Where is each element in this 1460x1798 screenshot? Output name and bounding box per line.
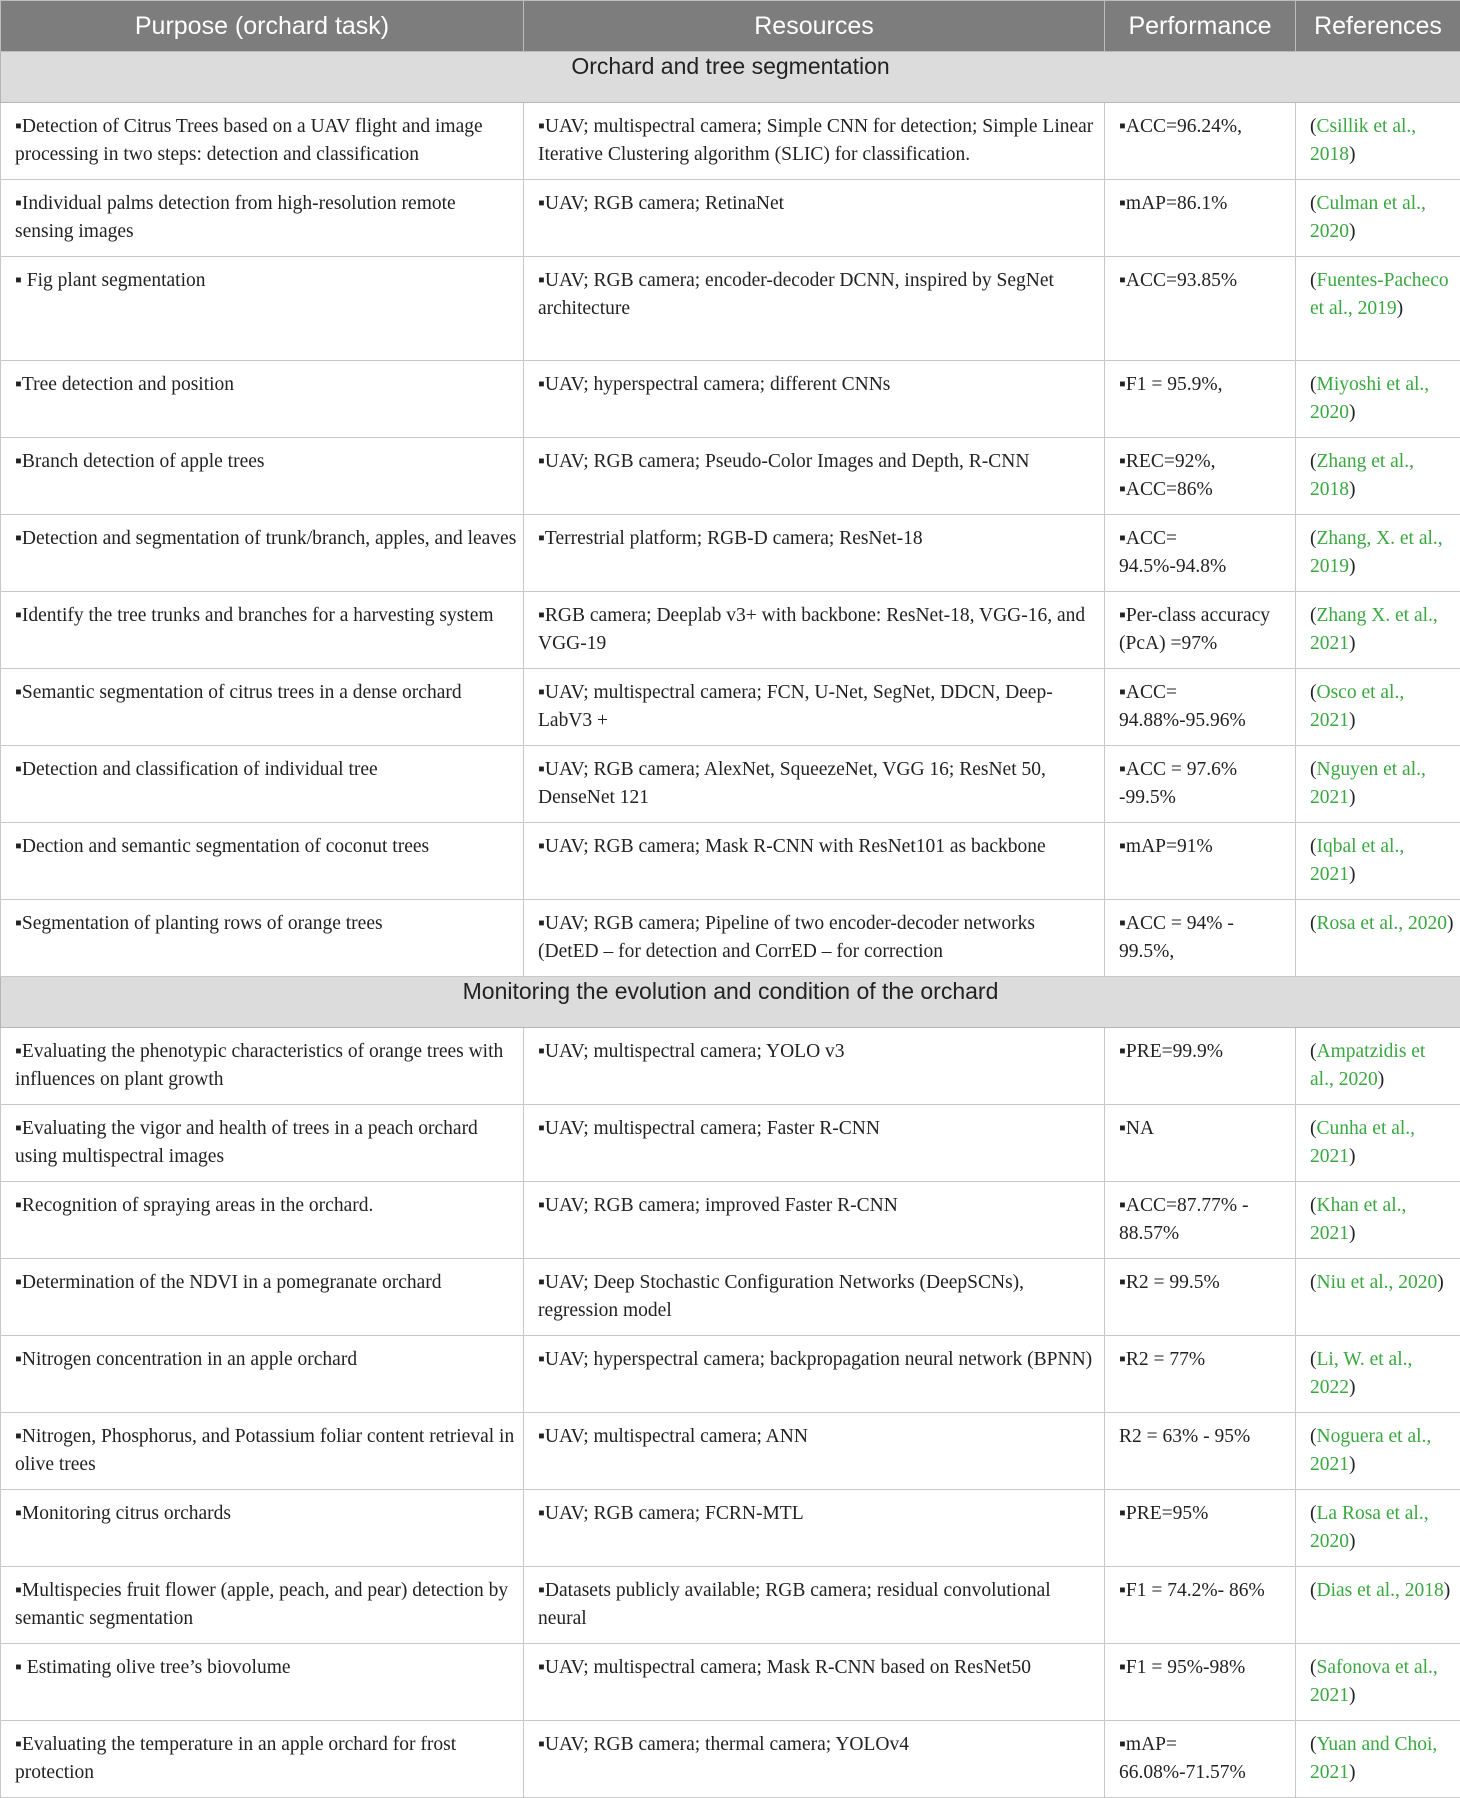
- ref-close: ): [1437, 1272, 1444, 1293]
- reference-link[interactable]: Zhang et al., 2018: [1310, 451, 1414, 500]
- ref-open: (: [1310, 682, 1317, 703]
- ref-close: ): [1349, 787, 1356, 808]
- resources-cell: ▪UAV; RGB camera; Mask R-CNN with ResNet101 as backbone: [524, 823, 1105, 900]
- ref-close: ): [1444, 1580, 1451, 1601]
- purpose-cell: ▪Individual palms detection from high-resolution remote sensing images: [1, 180, 524, 257]
- purpose-cell: ▪Detection and segmentation of trunk/branch, apples, and leaves: [1, 515, 524, 592]
- reference-cell: [1296, 746, 1460, 823]
- table-row: [1, 592, 1460, 669]
- performance-cell: ▪R2 = 99.5%: [1105, 1259, 1296, 1336]
- reference-cell: [1296, 103, 1460, 180]
- resources-cell: ▪UAV; RGB camera; RetinaNet: [524, 180, 1105, 257]
- reference-cell: [1296, 823, 1460, 900]
- section-title: Orchard and tree segmentation: [1, 52, 1460, 103]
- purpose-cell: ▪Dection and semantic segmentation of coconut trees: [1, 823, 524, 900]
- reference-cell: [1296, 1028, 1460, 1105]
- ref-close: ): [1349, 556, 1356, 577]
- ref-open: (: [1310, 451, 1317, 472]
- reference-link[interactable]: Osco et al., 2021: [1310, 682, 1404, 731]
- section-header-row: [1, 52, 1460, 103]
- performance-cell: ▪NA: [1105, 1105, 1296, 1182]
- purpose-cell: ▪Detection and classification of individual tree: [1, 746, 524, 823]
- resources-cell: ▪UAV; multispectral camera; Simple CNN for detection; Simple Linear Iterative Clustering algorithm (SLIC) for classification.: [524, 103, 1105, 180]
- performance-cell: ▪Per-class accuracy (PcA) =97%: [1105, 592, 1296, 669]
- reference-link[interactable]: Zhang, X. et al., 2019: [1310, 528, 1443, 577]
- ref-close: ): [1349, 710, 1356, 731]
- performance-cell: ▪PRE=99.9%: [1105, 1028, 1296, 1105]
- table-row: [1, 1028, 1460, 1105]
- resources-cell: ▪Terrestrial platform; RGB-D camera; ResNet-18: [524, 515, 1105, 592]
- performance-cell: ▪ACC= 94.88%-95.96%: [1105, 669, 1296, 746]
- ref-open: (: [1310, 116, 1317, 137]
- purpose-cell: ▪Nitrogen concentration in an apple orchard: [1, 1336, 524, 1413]
- header-row: [1, 1, 1460, 52]
- ref-open: (: [1310, 1734, 1317, 1755]
- purpose-cell: ▪Identify the tree trunks and branches for a harvesting system: [1, 592, 524, 669]
- performance-cell: ▪REC=92%, ▪ACC=86%: [1105, 438, 1296, 515]
- reference-link[interactable]: Li, W. et al., 2022: [1310, 1349, 1412, 1398]
- ref-open: (: [1310, 759, 1317, 780]
- resources-cell: ▪UAV; RGB camera; thermal camera; YOLOv4: [524, 1721, 1105, 1798]
- resources-cell: ▪RGB camera; Deeplab v3+ with backbone: ResNet-18, VGG-16, and VGG-19: [524, 592, 1105, 669]
- reference-link[interactable]: Cunha et al., 2021: [1310, 1118, 1415, 1167]
- purpose-cell: ▪Nitrogen, Phosphorus, and Potassium foliar content retrieval in olive trees: [1, 1413, 524, 1490]
- performance-cell: ▪F1 = 74.2%- 86%: [1105, 1567, 1296, 1644]
- header-purpose: Purpose (orchard task): [1, 1, 524, 52]
- purpose-cell: ▪Recognition of spraying areas in the orchard.: [1, 1182, 524, 1259]
- resources-cell: ▪UAV; hyperspectral camera; backpropagation neural network (BPNN): [524, 1336, 1105, 1413]
- reference-cell: [1296, 900, 1460, 977]
- performance-cell: ▪ACC=87.77% - 88.57%: [1105, 1182, 1296, 1259]
- table-row: [1, 1567, 1460, 1644]
- ref-open: (: [1310, 1041, 1317, 1062]
- resources-cell: ▪UAV; RGB camera; improved Faster R-CNN: [524, 1182, 1105, 1259]
- purpose-cell: ▪Monitoring citrus orchards: [1, 1490, 524, 1567]
- reference-cell: [1296, 1490, 1460, 1567]
- resources-cell: ▪UAV; RGB camera; FCRN-MTL: [524, 1490, 1105, 1567]
- section-header-row: [1, 977, 1460, 1028]
- ref-open: (: [1310, 1503, 1317, 1524]
- purpose-cell: ▪ Estimating olive tree’s biovolume: [1, 1644, 524, 1721]
- table-row: [1, 1413, 1460, 1490]
- reference-link[interactable]: Dias et al., 2018: [1317, 1580, 1444, 1601]
- ref-close: ): [1349, 402, 1356, 423]
- reference-cell: [1296, 515, 1460, 592]
- performance-cell: ▪F1 = 95%-98%: [1105, 1644, 1296, 1721]
- purpose-cell: ▪Evaluating the vigor and health of trees in a peach orchard using multispectral images: [1, 1105, 524, 1182]
- header-performance: Performance: [1105, 1, 1296, 52]
- reference-cell: [1296, 669, 1460, 746]
- section-title: Monitoring the evolution and condition of the orchard: [1, 977, 1460, 1028]
- performance-cell: ▪PRE=95%: [1105, 1490, 1296, 1567]
- table-row: [1, 1721, 1460, 1798]
- reference-link[interactable]: Miyoshi et al., 2020: [1310, 374, 1429, 423]
- reference-link[interactable]: Zhang X. et al., 2021: [1310, 605, 1438, 654]
- ref-open: (: [1310, 913, 1317, 934]
- ref-close: ): [1349, 1146, 1356, 1167]
- reference-link[interactable]: Csillik et al., 2018: [1310, 116, 1416, 165]
- ref-close: ): [1378, 1069, 1385, 1090]
- reference-link[interactable]: Rosa et al., 2020: [1317, 913, 1448, 934]
- performance-cell: ▪ACC = 97.6% -99.5%: [1105, 746, 1296, 823]
- table-row: [1, 1182, 1460, 1259]
- table-row: [1, 669, 1460, 746]
- performance-cell: ▪R2 = 77%: [1105, 1336, 1296, 1413]
- ref-open: (: [1310, 1580, 1317, 1601]
- ref-close: ): [1397, 298, 1404, 319]
- reference-link[interactable]: Khan et al., 2021: [1310, 1195, 1406, 1244]
- reference-cell: [1296, 1721, 1460, 1798]
- reference-link[interactable]: Nguyen et al., 2021: [1310, 759, 1426, 808]
- reference-link[interactable]: Noguera et al., 2021: [1310, 1426, 1431, 1475]
- ref-open: (: [1310, 1349, 1317, 1370]
- ref-open: (: [1310, 1118, 1317, 1139]
- ref-close: ): [1349, 1762, 1356, 1783]
- performance-cell: R2 = 63% - 95%: [1105, 1413, 1296, 1490]
- ref-close: ): [1447, 913, 1454, 934]
- table-row: [1, 823, 1460, 900]
- table-row: [1, 361, 1460, 438]
- reference-link[interactable]: Niu et al., 2020: [1317, 1272, 1438, 1293]
- table-row: [1, 103, 1460, 180]
- ref-open: (: [1310, 836, 1317, 857]
- ref-open: (: [1310, 1195, 1317, 1216]
- reference-cell: [1296, 592, 1460, 669]
- ref-close: ): [1349, 144, 1356, 165]
- purpose-cell: ▪Evaluating the phenotypic characteristics of orange trees with influences on plant growth: [1, 1028, 524, 1105]
- reference-cell: [1296, 361, 1460, 438]
- resources-cell: ▪UAV; RGB camera; Pipeline of two encoder-decoder networks (DetED – for detection and CorrED – for correction: [524, 900, 1105, 977]
- ref-open: (: [1310, 1657, 1317, 1678]
- performance-cell: ▪ACC=96.24%,: [1105, 103, 1296, 180]
- performance-cell: ▪ACC= 94.5%-94.8%: [1105, 515, 1296, 592]
- reference-link[interactable]: Yuan and Choi, 2021: [1310, 1734, 1437, 1783]
- reference-cell: [1296, 1336, 1460, 1413]
- reference-cell: [1296, 438, 1460, 515]
- ref-open: (: [1310, 1272, 1317, 1293]
- table-row: [1, 900, 1460, 977]
- reference-link[interactable]: Culman et al., 2020: [1310, 193, 1426, 242]
- reference-link[interactable]: La Rosa et al., 2020: [1310, 1503, 1429, 1552]
- purpose-cell: ▪Multispecies fruit flower (apple, peach, and pear) detection by semantic segmentation: [1, 1567, 524, 1644]
- ref-open: (: [1310, 1426, 1317, 1447]
- table-row: [1, 1644, 1460, 1721]
- ref-close: ): [1349, 1454, 1356, 1475]
- resources-cell: ▪UAV; multispectral camera; ANN: [524, 1413, 1105, 1490]
- ref-close: ): [1349, 221, 1356, 242]
- resources-cell: ▪UAV; multispectral camera; FCN, U-Net, SegNet, DDCN, Deep-LabV3 +: [524, 669, 1105, 746]
- performance-cell: ▪mAP=91%: [1105, 823, 1296, 900]
- header-references: References: [1296, 1, 1460, 52]
- reference-link[interactable]: Fuentes-Pacheco et al., 2019: [1310, 270, 1449, 319]
- performance-cell: ▪ACC=93.85%: [1105, 257, 1296, 361]
- resources-cell: ▪UAV; RGB camera; encoder-decoder DCNN, inspired by SegNet architecture: [524, 257, 1105, 361]
- resources-cell: ▪Datasets publicly available; RGB camera; residual convolutional neural: [524, 1567, 1105, 1644]
- reference-link[interactable]: Ampatzidis et al., 2020: [1310, 1041, 1425, 1090]
- reference-cell: [1296, 180, 1460, 257]
- resources-cell: ▪UAV; multispectral camera; Faster R-CNN: [524, 1105, 1105, 1182]
- ref-close: ): [1349, 1685, 1356, 1706]
- ref-close: ): [1349, 1531, 1356, 1552]
- purpose-cell: ▪Tree detection and position: [1, 361, 524, 438]
- ref-close: ): [1349, 1377, 1356, 1398]
- purpose-cell: ▪ Fig plant segmentation: [1, 257, 524, 361]
- table-row: [1, 1336, 1460, 1413]
- purpose-cell: ▪Branch detection of apple trees: [1, 438, 524, 515]
- reference-link[interactable]: Iqbal et al., 2021: [1310, 836, 1404, 885]
- ref-close: ): [1349, 479, 1356, 500]
- performance-cell: ▪ACC = 94% - 99.5%,: [1105, 900, 1296, 977]
- table-row: [1, 438, 1460, 515]
- table-row: [1, 746, 1460, 823]
- resources-cell: ▪UAV; RGB camera; Pseudo-Color Images and Depth, R-CNN: [524, 438, 1105, 515]
- ref-open: (: [1310, 528, 1317, 549]
- reference-cell: [1296, 1259, 1460, 1336]
- purpose-cell: ▪Determination of the NDVI in a pomegranate orchard: [1, 1259, 524, 1336]
- table-row: [1, 1105, 1460, 1182]
- table-row: [1, 515, 1460, 592]
- performance-cell: ▪mAP= 66.08%-71.57%: [1105, 1721, 1296, 1798]
- ref-open: (: [1310, 374, 1317, 395]
- performance-cell: ▪mAP=86.1%: [1105, 180, 1296, 257]
- ref-open: (: [1310, 193, 1317, 214]
- purpose-cell: ▪Segmentation of planting rows of orange trees: [1, 900, 524, 977]
- reference-cell: [1296, 1644, 1460, 1721]
- performance-cell: ▪F1 = 95.9%,: [1105, 361, 1296, 438]
- ref-close: ): [1349, 1223, 1356, 1244]
- purpose-cell: ▪Detection of Citrus Trees based on a UAV flight and image processing in two steps: detection and classification: [1, 103, 524, 180]
- reference-cell: [1296, 1182, 1460, 1259]
- ref-open: (: [1310, 270, 1317, 291]
- reference-cell: [1296, 1105, 1460, 1182]
- resources-cell: ▪UAV; Deep Stochastic Configuration Networks (DeepSCNs), regression model: [524, 1259, 1105, 1336]
- ref-close: ): [1349, 864, 1356, 885]
- table-row: [1, 180, 1460, 257]
- ref-close: ): [1349, 633, 1356, 654]
- reference-cell: [1296, 1413, 1460, 1490]
- header-resources: Resources: [524, 1, 1105, 52]
- resources-cell: ▪UAV; multispectral camera; Mask R-CNN based on ResNet50: [524, 1644, 1105, 1721]
- resources-cell: ▪UAV; RGB camera; AlexNet, SqueezeNet, VGG 16; ResNet 50, DenseNet 121: [524, 746, 1105, 823]
- resources-cell: ▪UAV; hyperspectral camera; different CNNs: [524, 361, 1105, 438]
- purpose-cell: ▪Semantic segmentation of citrus trees in a dense orchard: [1, 669, 524, 746]
- reference-link[interactable]: Safonova et al., 2021: [1310, 1657, 1438, 1706]
- ref-open: (: [1310, 605, 1317, 626]
- resources-cell: ▪UAV; multispectral camera; YOLO v3: [524, 1028, 1105, 1105]
- table-row: [1, 1490, 1460, 1567]
- table-row: [1, 1259, 1460, 1336]
- reference-cell: [1296, 1567, 1460, 1644]
- table-row: [1, 257, 1460, 361]
- purpose-cell: ▪Evaluating the temperature in an apple orchard for frost protection: [1, 1721, 524, 1798]
- reference-cell: [1296, 257, 1460, 361]
